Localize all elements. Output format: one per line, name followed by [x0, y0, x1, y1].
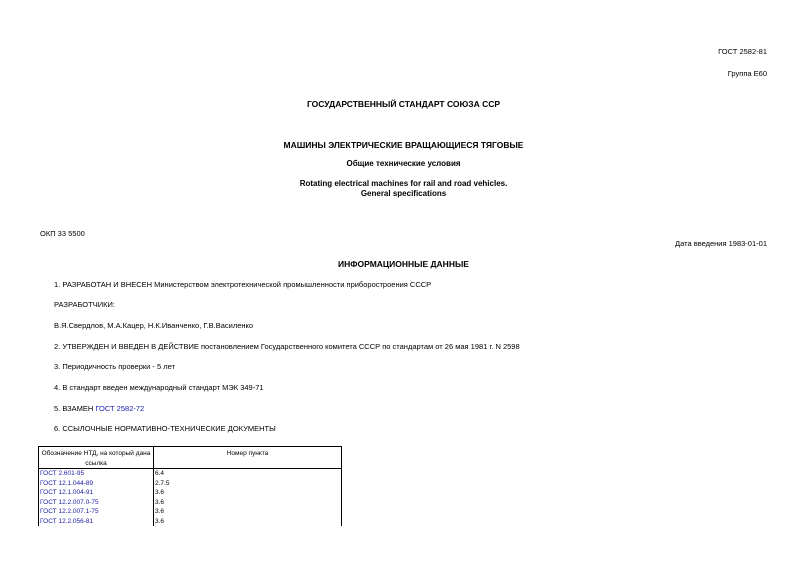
document-link[interactable]: ГОСТ 2.601-95 [40, 470, 85, 477]
standard-code: ГОСТ 2582-81 [718, 47, 767, 56]
document-link[interactable]: ГОСТ 12.1.004-91 [40, 489, 94, 496]
item-number: 3.6 [154, 488, 342, 498]
group-code: Группа Е60 [727, 69, 767, 78]
document-title: МАШИНЫ ЭЛЕКТРИЧЕСКИЕ ВРАЩАЮЩИЕСЯ ТЯГОВЫЕ [283, 140, 524, 150]
item-number: 6.4 [154, 469, 342, 479]
references-table [38, 446, 342, 526]
info-paragraph-4: 4. В стандарт введен международный стандарт МЭК 349-71 [54, 383, 264, 392]
okp-code: ОКП 33 5500 [40, 229, 85, 238]
info-paragraph-2: 2. УТВЕРЖДЕН И ВВЕДЕН В ДЕЙСТВИЕ постановлением Государственного комитета СССР по стандартам от 26 мая 1981 г. N 2598 [54, 342, 520, 351]
item-number: 3.6 [154, 517, 342, 527]
table-row [39, 469, 342, 479]
replaced-standard-link[interactable]: ГОСТ 2582-72 [95, 404, 145, 413]
document-link[interactable]: ГОСТ 12.2.007.1-75 [40, 508, 99, 515]
replaces-label: 5. ВЗАМЕН [54, 404, 96, 413]
table-row [39, 517, 342, 527]
table-row [39, 498, 342, 508]
info-heading: ИНФОРМАЦИОННЫЕ ДАННЫЕ [338, 259, 469, 269]
introduction-date: Дата введения 1983-01-01 [675, 239, 767, 248]
english-title-line2: General specifications [360, 189, 447, 198]
item-number: 3.6 [154, 498, 342, 508]
header-document: Обозначение НТД, на который дана ссылка [39, 447, 154, 469]
info-paragraph-5 [54, 404, 144, 413]
english-title-line1: Rotating electrical machines for rail and road vehicles. [299, 179, 508, 188]
item-number: 2.7.5 [154, 479, 342, 489]
info-paragraph-3: 3. Периодичность проверки - 5 лет [54, 362, 175, 371]
document-link[interactable]: ГОСТ 12.2.007.0-75 [40, 498, 99, 506]
table-header-row [39, 447, 342, 469]
document-subtitle: Общие технические условия [346, 159, 461, 168]
table-row [39, 507, 342, 517]
table-row [39, 488, 342, 498]
document-link[interactable]: ГОСТ 12.1.044-89 [40, 479, 94, 487]
info-paragraph-6: 6. ССЫЛОЧНЫЕ НОРМАТИВНО-ТЕХНИЧЕСКИЕ ДОКУМЕНТЫ [54, 424, 276, 433]
developers-list: В.Я.Свердлов, М.А.Кацер, Н.К.Иванченко, Г.В.Василенко [54, 321, 254, 330]
developers-label: РАЗРАБОТЧИКИ: [54, 300, 115, 309]
info-paragraph-1: 1. РАЗРАБОТАН И ВНЕСЕН Министерством электротехнической промышленности приборостроения СССР [54, 280, 432, 289]
document-link[interactable]: ГОСТ 12.2.056-81 [40, 517, 94, 525]
item-number: 3.6 [154, 507, 342, 517]
header-item-number: Номер пункта [154, 447, 342, 469]
table-row [39, 479, 342, 489]
state-standard-title: ГОСУДАРСТВЕННЫЙ СТАНДАРТ СОЮЗА ССР [306, 99, 501, 109]
